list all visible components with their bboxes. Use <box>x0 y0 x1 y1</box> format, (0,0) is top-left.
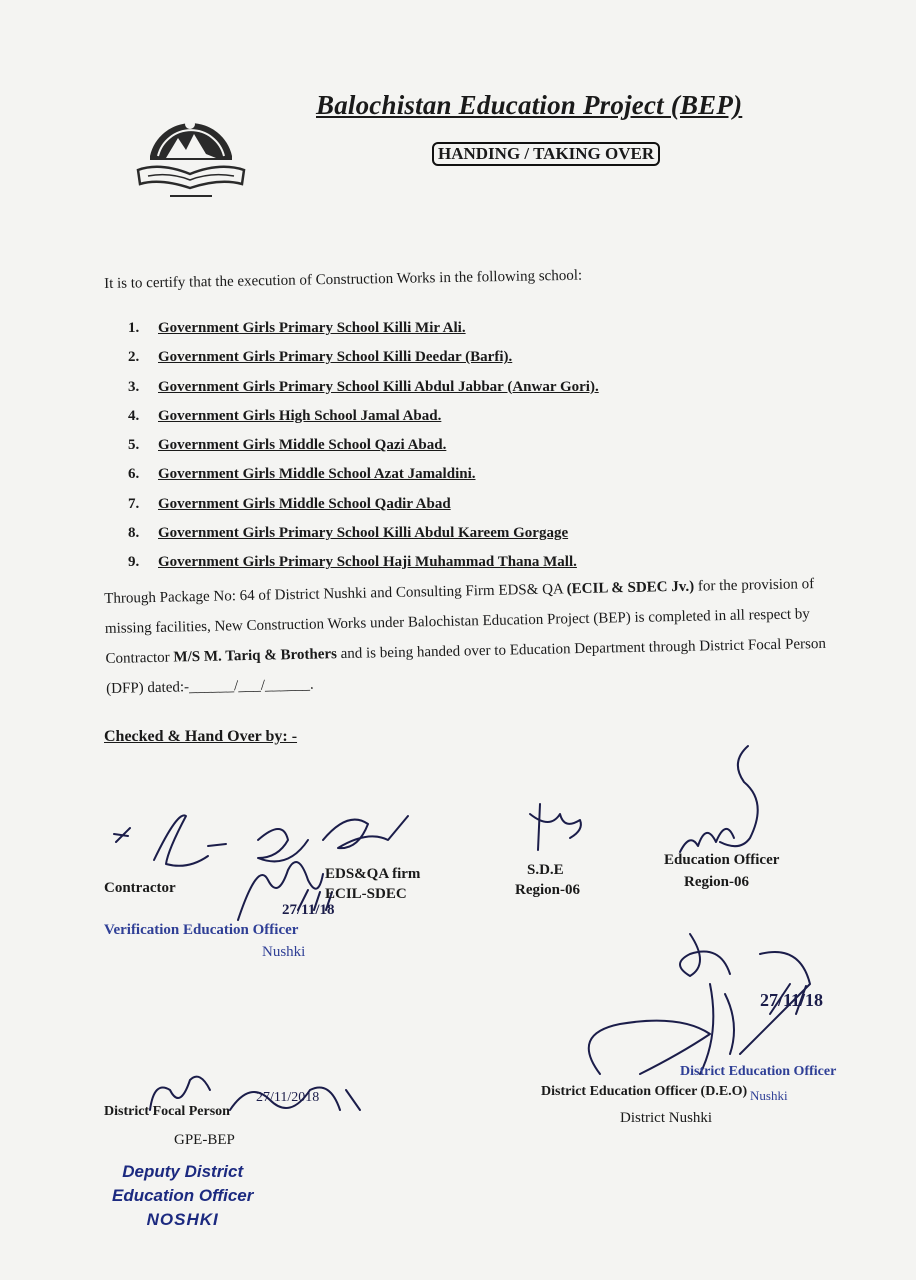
list-item: 5. Government Girls Middle School Qazi Abad. <box>128 437 599 466</box>
education-officer-label: Education Officer <box>664 852 780 868</box>
certification-paragraph: Through Package No: 64 of District Nushki and Consulting Firm EDS& QA (ECIL & SDEC Jv.) for the provision of missing facilities, New Construction Works under Balochistan Education Project (BEP) is completed in all respect by Contractor M/S M. Tariq & Brothers and is being handed over to Education Department through District Focal Person (DFP) dated:-______/___/______. <box>104 576 827 697</box>
sde-region: Region-06 <box>515 882 580 898</box>
verification-date: 27/11/18 <box>282 902 335 918</box>
consulting-firm: (ECIL & SDEC Jv.) <box>566 578 695 598</box>
intro-text: It is to certify that the execution of Construction Works in the following school: <box>104 267 583 292</box>
verification-stamp: Verification Education Officer <box>104 922 299 938</box>
school-name: Government Girls Middle School Qadir Abad <box>158 495 451 512</box>
education-officer-region: Region-06 <box>684 874 749 890</box>
sde-label: S.D.E <box>527 862 564 878</box>
eds-firm-sublabel: ECIL-SDEC <box>325 886 407 902</box>
school-name: Government Girls Middle School Qazi Abad. <box>158 437 447 454</box>
bep-logo-icon <box>130 98 252 206</box>
deo-title: District Education Officer (D.E.O) <box>541 1084 748 1099</box>
list-item: 2. Government Girls Primary School Killi Deedar (Barfi). <box>128 349 599 378</box>
dfp-date: 27/11/2018 <box>256 1090 320 1105</box>
deo-place: District Nushki <box>620 1110 713 1126</box>
eds-firm-label: EDS&QA firm <box>325 866 421 882</box>
school-name: Government Girls Middle School Azat Jamaldini. <box>158 466 476 483</box>
list-item: 3. Government Girls Primary School Killi Abdul Jabbar (Anwar Gori). <box>128 379 599 408</box>
school-name: Government Girls High School Jamal Abad. <box>158 407 442 424</box>
deputy-district-education-officer-stamp: Deputy District Education Officer NOSHKI <box>112 1162 254 1229</box>
school-name: Government Girls Primary School Killi Deedar (Barfi). <box>158 349 513 366</box>
deo-date: 27/11/18 <box>760 990 824 1010</box>
list-item: 4. Government Girls High School Jamal Abad. <box>128 408 599 437</box>
list-item: 1. Government Girls Primary School Killi Mir Ali. <box>128 320 599 349</box>
school-name: Government Girls Primary School Killi Abdul Jabbar (Anwar Gori). <box>158 378 599 395</box>
school-name: Government Girls Primary School Haji Muhammad Thana Mall. <box>158 554 577 571</box>
sde-signature-icon <box>520 800 600 860</box>
verification-place: Nushki <box>262 944 306 960</box>
school-name: Government Girls Primary School Killi Abdul Kareem Gorgage <box>158 525 569 542</box>
school-list <box>128 320 599 584</box>
deo-stamp-place: Nushki <box>750 1088 788 1103</box>
list-item: 9. Government Girls Primary School Haji Muhammad Thana Mall. <box>128 554 599 583</box>
school-name: Government Girls Primary School Killi Mir Ali. <box>158 320 466 336</box>
list-item: 6. Government Girls Middle School Azat Jamaldini. <box>128 466 599 495</box>
dfp-org: GPE-BEP <box>174 1132 235 1148</box>
list-item: 8. Government Girls Primary School Killi Abdul Kareem Gorgage <box>128 525 599 554</box>
deo-stamp: District Education Officer <box>680 1064 837 1079</box>
checked-heading: Checked & Hand Over by: - <box>104 728 298 745</box>
document-title: Balochistan Education Project (BEP) <box>316 90 743 120</box>
contractor-label: Contractor <box>104 880 176 896</box>
list-item: 7. Government Girls Middle School Qadir Abad <box>128 496 599 525</box>
dfp-title: District Focal Person <box>104 1104 230 1119</box>
contractor-name: M/S M. Tariq & Brothers <box>173 646 338 666</box>
document-subtitle: HANDING / TAKING OVER <box>432 142 660 166</box>
date-blank: ______/___/______. <box>188 676 314 696</box>
